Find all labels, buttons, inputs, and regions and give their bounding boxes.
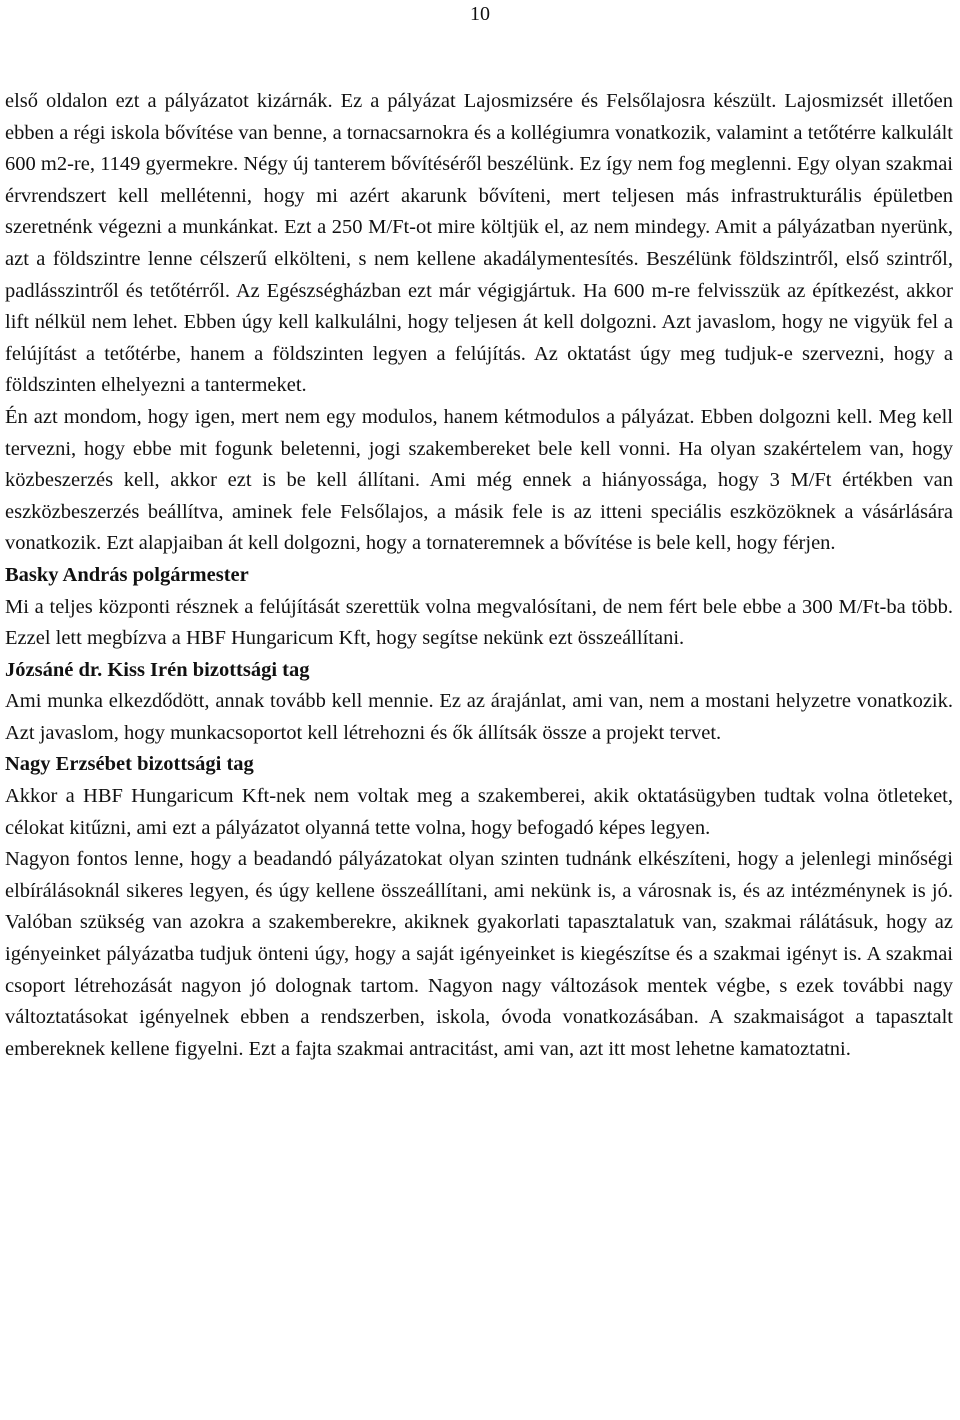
document-body <box>5 86 953 1065</box>
speaker-name: Basky András polgármester <box>5 563 249 586</box>
paragraph: Akkor a HBF Hungaricum Kft-nek nem voltak meg a szakemberei, akik oktatásügyben tudtak volna ötleteket, célokat kitűzni, ami ezt a pályázatot olyanná tette volna, hogy befogadó képes legyen. <box>5 785 953 839</box>
paragraph: Mi a teljes központi résznek a felújítását szerettük volna megvalósítani, de nem fért bele ebbe a 300 M/Ft-ba több. Ezzel lett megbízva a HBF Hungaricum Kft, hogy segítse nekünk ezt összeállítani. <box>5 595 953 650</box>
paragraph: Nagyon fontos lenne, hogy a beadandó pályázatokat olyan szinten tudnánk elkészíteni, hogy a jelenlegi minőségi elbírálásoknál sikeres legyen, és úgy kellene összeállítani, ami nekünk is, a városnak is, és az intézménynek is jó. Valóban szükség van azokra a szakemberekre, akiknek gyakorlati tapasztalatuk van, szakmai rálátásuk, hogy az igényeinket pályázatba tudjuk önteni úgy, hogy a saját igényeinket is kiegészítse és a szakmai igényt is. A szakmai csoport létrehozását nagyon jó dolognak tartom. Nagyon nagy változások mentek végbe, s ezek további nagy változtatásokat igényelnek ebben a rendszerben, iskola, óvoda vonatkozásában. A szakmaiságot a tapasztalt embereknek kellene figyelni. Ezt a fajta szakmai antracitást, ami van, azt itt most lehetne kamatoztatni. <box>5 848 953 1060</box>
speaker-name: Józsáné dr. Kiss Irén bizottsági tag <box>5 658 310 681</box>
paragraph: első oldalon ezt a pályázatot kizárnák. Ez a pályázat Lajosmizsére és Felsőlajosra készült. Lajosmizsét illetően ebben a régi iskola bővítése van benne, a tornacsarnokra és a kollégiumra vonatkozik, valamint a tetőtérre kalkulált 600 m2-re, 1149 gyermekre. Négy új tanterem bővítéséről beszélünk. Ez így nem fog meglenni. Egy olyan szakmai érvrendszert kell mellétenni, hogy mi azért akarunk bővíteni, mert teljesen más infrastrukturális épületben szeretnénk végezni a munkánkat. Ezt a 250 M/Ft-ot mire költjük el, az nem mindegy. Amit a pályázatban nyerünk, azt a földszintre lenne célszerű elkölteni, s nem kellene akadálymentesítés. Beszélünk földszintről, első szintről, padlásszintről és tetőtérről. Az Egészségházban ezt már végigjártuk. Ha 600 m-re felvisszük az építkezést, akkor lift nélkül nem lehet. Ebben úgy kell kalkulálni, hogy teljesen át kell dolgozni. Azt javaslom, hogy ne vigyük fel a felújítást a tetőtérbe, hanem a földszinten legyen a felújítás. Az oktatást úgy meg tudjuk-e szervezni, hogy a földszinten elhelyezni a tantermeket. <box>5 90 953 397</box>
page-number: 10 <box>470 3 490 25</box>
paragraph: Én azt mondom, hogy igen, mert nem egy modulos, hanem kétmodulos a pályázat. Ebben dolgozni kell. Meg kell tervezni, hogy ebbe mit fogunk beletenni, jogi szakembereket bele kell vonni. Ha olyan szakértelem van, hogy közbeszerzés kell, akkor ezt is be kell állítani. Ami még ennek a hiányossága, hogy 3 M/Ft értékben van eszközbeszerzés beállítva, aminek fele Felsőlajos, a másik fele is az itteni speciális eszközöknek a vásárlására vonatkozik. Ezt alapjaiban át kell dolgozni, hogy a tornateremnek a bővítése is bele kell, hogy férjen. <box>5 405 953 555</box>
paragraph: Ami munka elkezdődött, annak tovább kell mennie. Ez az árajánlat, ami van, nem a mostani helyzetre vonatkozik. Azt javaslom, hogy munkacsoportot kell létrehozni és ők állítsák össze a projekt tervet. <box>5 690 953 744</box>
speaker-name: Nagy Erzsébet bizottsági tag <box>5 753 254 776</box>
